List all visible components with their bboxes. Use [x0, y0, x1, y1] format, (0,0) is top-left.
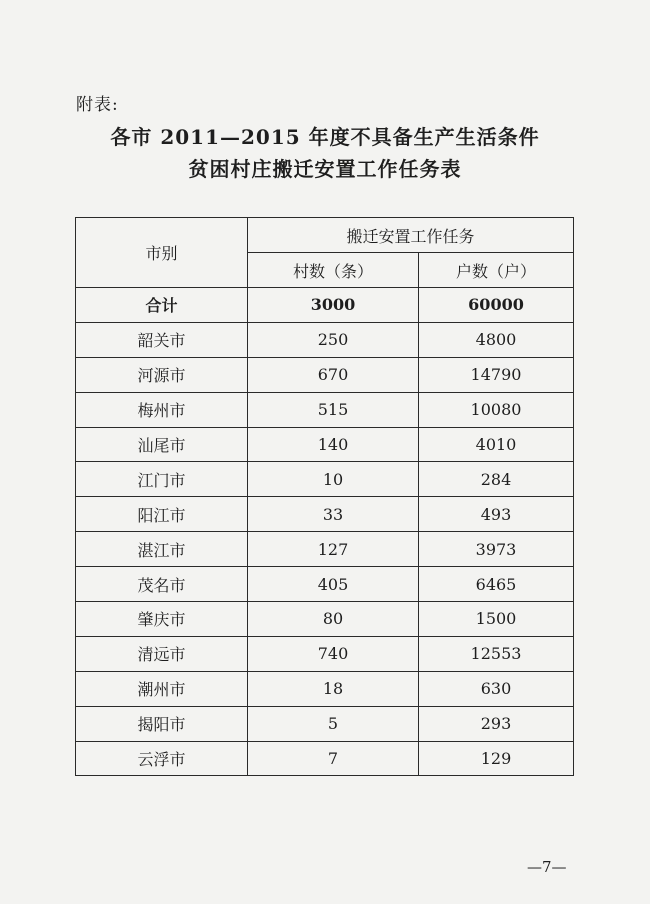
- relocation-task-table: [75, 217, 574, 776]
- cell-city: 茂名市: [76, 567, 248, 602]
- cell-villages: 405: [248, 567, 419, 602]
- cell-households: 4800: [419, 322, 574, 357]
- table-row: [76, 532, 574, 567]
- cell-city: 云浮市: [76, 741, 248, 776]
- cell-city: 阳江市: [76, 497, 248, 532]
- cell-villages: 670: [248, 357, 419, 392]
- cell-villages: 10: [248, 462, 419, 497]
- cell-city: 梅州市: [76, 392, 248, 427]
- cell-households: 12553: [419, 636, 574, 671]
- cell-villages: 140: [248, 427, 419, 462]
- cell-villages: 250: [248, 322, 419, 357]
- header-city: 市别: [76, 218, 248, 288]
- table-row: [76, 567, 574, 602]
- cell-households: 493: [419, 497, 574, 532]
- header-households: 户数（户）: [419, 253, 574, 288]
- cell-villages: 515: [248, 392, 419, 427]
- cell-households: 630: [419, 671, 574, 706]
- cell-city: 揭阳市: [76, 706, 248, 741]
- title-line-1: 各市 2011—2015 年度不具备生产生活条件: [110, 125, 540, 149]
- cell-households: 60000: [419, 288, 574, 323]
- table-row: [76, 602, 574, 637]
- cell-city: 肇庆市: [76, 602, 248, 637]
- header-row-1: [76, 218, 574, 253]
- cell-households: 3973: [419, 532, 574, 567]
- cell-households: 284: [419, 462, 574, 497]
- table-row: [76, 497, 574, 532]
- header-group: 搬迁安置工作任务: [248, 218, 574, 253]
- cell-villages: 5: [248, 706, 419, 741]
- title-line-2: 贫困村庄搬迁安置工作任务表: [188, 157, 462, 181]
- cell-villages: 7: [248, 741, 419, 776]
- cell-city: 韶关市: [76, 322, 248, 357]
- attachment-label: 附表:: [76, 95, 119, 115]
- cell-households: 6465: [419, 567, 574, 602]
- total-row: [76, 288, 574, 323]
- cell-villages: 18: [248, 671, 419, 706]
- page-number: —7—: [527, 858, 567, 876]
- cell-city: 潮州市: [76, 671, 248, 706]
- cell-city: 河源市: [76, 357, 248, 392]
- cell-villages: 80: [248, 602, 419, 637]
- cell-villages: 127: [248, 532, 419, 567]
- cell-households: 14790: [419, 357, 574, 392]
- cell-villages: 740: [248, 636, 419, 671]
- cell-households: 129: [419, 741, 574, 776]
- cell-city: 汕尾市: [76, 427, 248, 462]
- cell-households: 4010: [419, 427, 574, 462]
- header-villages: 村数（条）: [248, 253, 419, 288]
- cell-villages: 33: [248, 497, 419, 532]
- table-row: [76, 322, 574, 357]
- table-row: [76, 706, 574, 741]
- cell-city: 湛江市: [76, 532, 248, 567]
- cell-households: 1500: [419, 602, 574, 637]
- cell-households: 293: [419, 706, 574, 741]
- table-row: [76, 357, 574, 392]
- table-row: [76, 741, 574, 776]
- cell-city: 江门市: [76, 462, 248, 497]
- cell-city: 合计: [76, 288, 248, 323]
- table-row: [76, 392, 574, 427]
- cell-villages: 3000: [248, 288, 419, 323]
- cell-city: 清远市: [76, 636, 248, 671]
- table-row: [76, 427, 574, 462]
- table-row: [76, 671, 574, 706]
- cell-households: 10080: [419, 392, 574, 427]
- table-row: [76, 636, 574, 671]
- table-row: [76, 462, 574, 497]
